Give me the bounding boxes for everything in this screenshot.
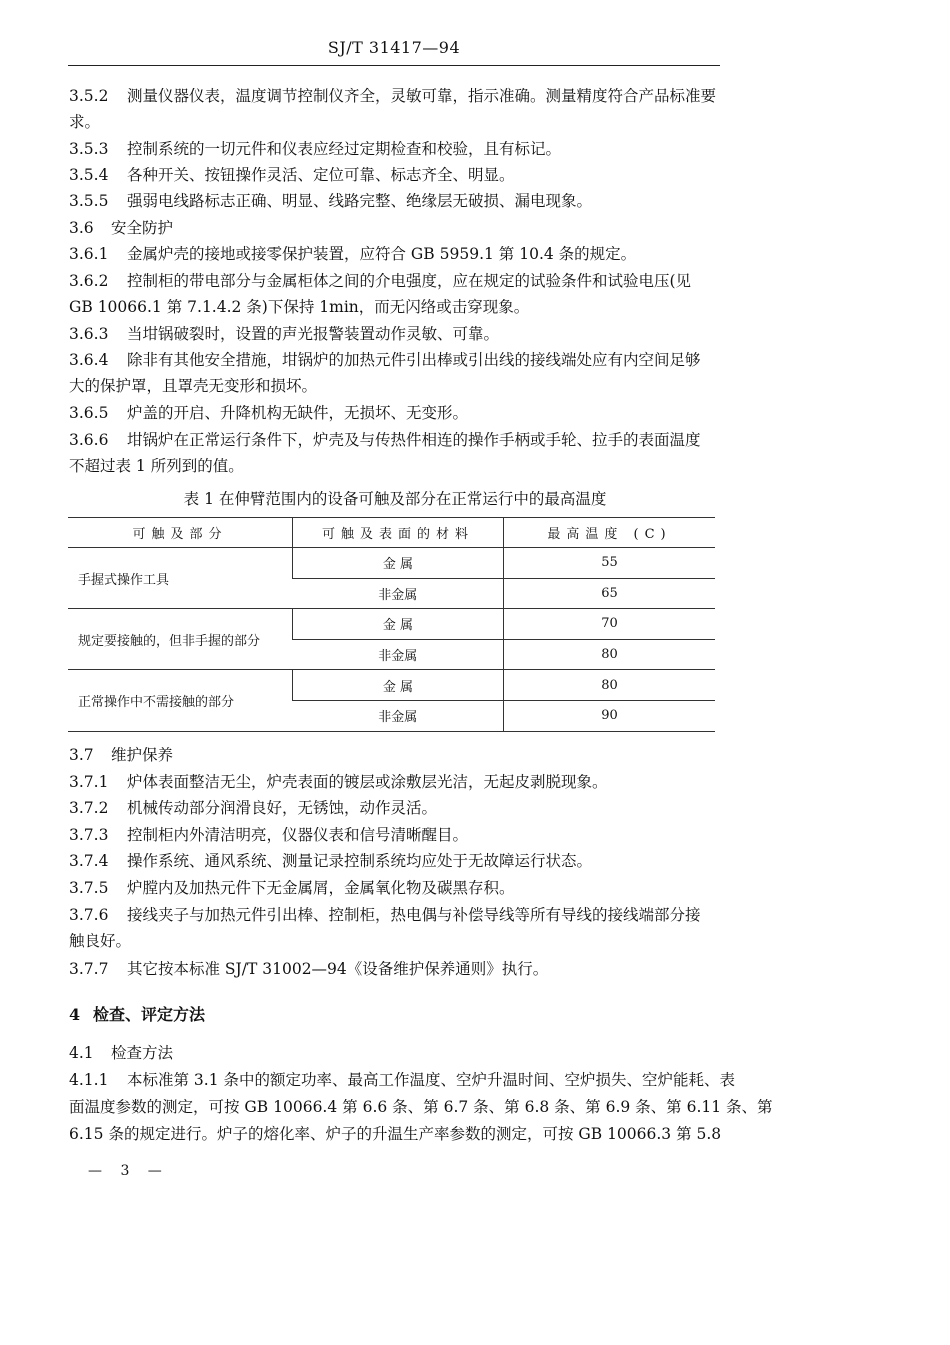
clause-line: 触良好。	[69, 932, 132, 950]
clause-line: 3.7.6 接线夹子与加热元件引出棒、控制柜，热电偶与补偿导线等所有导线的接线端部分接	[69, 906, 701, 924]
part-cell: 手握式操作工具	[68, 548, 293, 609]
temp-cell: 80	[504, 639, 716, 670]
temp-cell: 65	[504, 578, 716, 609]
temp-cell: 90	[504, 700, 716, 731]
table-row	[68, 670, 715, 701]
material-cell: 金 属	[293, 670, 504, 701]
material-cell: 金 属	[293, 548, 504, 579]
table-header-row	[68, 518, 715, 548]
clause-line: 3.5.5 强弱电线路标志正确、明显、线路完整、绝缘层无破损、漏电现象。	[69, 192, 593, 210]
table-row	[68, 609, 715, 640]
part-cell: 规定要接触的，但非手握的部分	[68, 609, 293, 670]
material-cell: 金 属	[293, 609, 504, 640]
clause-line: 3.5.4 各种开关、按钮操作灵活、定位可靠、标志齐全、明显。	[69, 166, 515, 184]
temp-cell: 80	[504, 670, 716, 701]
clause-line: 3.5.2 测量仪器仪表，温度调节控制仪齐全，灵敏可靠，指示准确。测量精度符合产品标准要	[69, 87, 717, 105]
clause-line: 3.7.7 其它按本标准 SJ/T 31002—94《设备维护保养通则》执行。	[69, 960, 549, 978]
column-header: 可触及部分	[68, 518, 293, 548]
clause-line: 6.15 条的规定进行。炉子的熔化率、炉子的升温生产率参数的测定，可按 GB 10066.3 第 5.8	[69, 1125, 722, 1143]
section-heading: 3.6 安全防护	[69, 219, 174, 237]
clause-line: GB 10066.1 第 7.1.4.2 条)下保持 1min，而无闪络或击穿现象。	[69, 298, 530, 316]
material-cell: 非金属	[293, 639, 504, 670]
clause-line: 3.6.4 除非有其他安全措施，坩锅炉的加热元件引出棒或引出线的接线端处应有内空间足够	[69, 351, 701, 369]
section-heading: 4.1 检查方法	[69, 1044, 174, 1062]
section-4-heading: 4 检查、评定方法	[69, 1005, 206, 1024]
temp-cell: 55	[504, 548, 716, 579]
column-header: 可触及表面的材料	[293, 518, 504, 548]
page-header	[68, 38, 720, 66]
clause-line: 不超过表 1 所列到的值。	[69, 457, 244, 475]
clause-line: 3.7.1 炉体表面整洁无尘，炉壳表面的镀层或涂敷层光洁，无起皮剥脱现象。	[69, 773, 608, 791]
part-cell: 正常操作中不需接触的部分	[68, 670, 293, 731]
clause-line: 3.6.1 金属炉壳的接地或接零保护装置，应符合 GB 5959.1 第 10.4 条的规定。	[69, 245, 637, 263]
clause-line: 3.7.2 机械传动部分润滑良好，无锈蚀，动作灵活。	[69, 799, 438, 817]
material-cell: 非金属	[293, 700, 504, 731]
clause-line: 4.1.1 本标准第 3.1 条中的额定功率、最高工作温度、空炉升温时间、空炉损失、空炉能耗、表	[69, 1071, 736, 1089]
column-header: 最高温度 (C)	[504, 518, 716, 548]
clause-line: 3.7.4 操作系统、通风系统、测量记录控制系统均应处于无故障运行状态。	[69, 852, 593, 870]
clause-line: 3.6.6 坩锅炉在正常运行条件下，炉壳及与传热件相连的操作手柄或手轮、拉手的表面温度	[69, 431, 701, 449]
table-caption: 表 1 在伸臂范围内的设备可触及部分在正常运行中的最高温度	[183, 490, 607, 508]
clause-line: 求。	[69, 113, 101, 131]
clause-line: 3.6.5 炉盖的开启、升降机构无缺件，无损坏、无变形。	[69, 404, 469, 422]
clause-line: 面温度参数的测定，可按 GB 10066.4 第 6.6 条、第 6.7 条、第 6.8 条、第 6.9 条、第 6.11 条、第	[69, 1098, 773, 1116]
clause-line: 3.6.3 当坩锅破裂时，设置的声光报警装置动作灵敏、可靠。	[69, 325, 500, 343]
temp-cell: 70	[504, 609, 716, 640]
standard-number: SJ/T 31417—94	[327, 38, 461, 57]
clause-line: 3.7.5 炉膛内及加热元件下无金属屑，金属氧化物及碳黑存积。	[69, 879, 515, 897]
temperature-table	[68, 517, 715, 732]
clause-line: 3.6.2 控制柜的带电部分与金属柜体之间的介电强度，应在规定的试验条件和试验电压(见	[69, 272, 692, 290]
clause-line: 3.5.3 控制系统的一切元件和仪表应经过定期检查和校验，且有标记。	[69, 140, 562, 158]
clause-line: 3.7.3 控制柜内外清洁明亮，仪器仪表和信号清晰醒目。	[69, 826, 469, 844]
table-row	[68, 548, 715, 579]
material-cell: 非金属	[293, 578, 504, 609]
page-number: — 3 —	[88, 1163, 162, 1179]
section-heading: 3.7 维护保养	[69, 746, 174, 764]
clause-line: 大的保护罩，且罩壳无变形和损坏。	[69, 377, 318, 395]
